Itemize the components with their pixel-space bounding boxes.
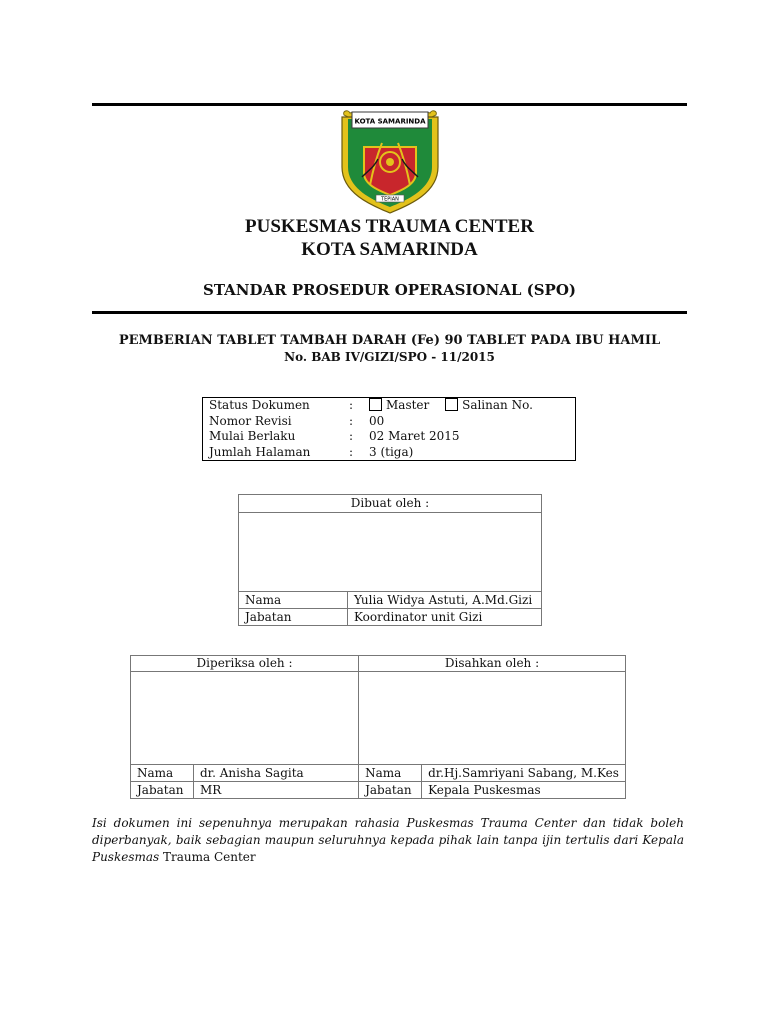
prepared-by-table [238, 494, 542, 626]
prepared-by-signature-area [239, 513, 542, 592]
approved-by-header: Disahkan oleh : [359, 656, 626, 672]
prepared-by-nama-value: Yulia Widya Astuti, A.Md.Gizi [348, 592, 542, 609]
checked-by-nama-value: dr. Anisha Sagita [194, 765, 359, 782]
logo-ribbon-text: TEPIAN [381, 196, 399, 203]
review-approval-table [130, 655, 626, 799]
prepared-by-jabatan-value: Koordinator unit Gizi [348, 609, 542, 626]
status-sep: : [349, 413, 354, 428]
master-label: Master [386, 398, 430, 413]
status-label: Nomor Revisi [209, 413, 292, 428]
disclaimer-text: Isi dokumen ini sepenuhnya merupakan rahasia Puskesmas Trauma Center dan tidak boleh diperbanyak, baik sebagian maupun seluruhnya kepada pihak lain tanpa ijin tertulis dari Kepala Puskesmas [92, 816, 684, 864]
status-row [203, 414, 576, 430]
prepared-by-jabatan-label: Jabatan [239, 609, 348, 626]
org-name-line1: PUSKESMAS TRAUMA CENTER [245, 216, 534, 237]
approved-by-jabatan-value: Kepala Puskesmas [422, 782, 626, 799]
status-row [203, 445, 576, 461]
middle-rule [92, 311, 687, 314]
salinan-label: Salinan No. [462, 398, 533, 413]
prepared-by-header: Dibuat oleh : [239, 495, 542, 513]
approved-by-nama-label: Nama [359, 765, 422, 782]
status-value: 00 [369, 413, 385, 428]
checked-by-header: Diperiksa oleh : [131, 656, 359, 672]
checked-by-nama-label: Nama [131, 765, 194, 782]
approved-by-nama-value: dr.Hj.Samriyani Sabang, M.Kes [422, 765, 626, 782]
checked-by-jabatan-label: Jabatan [131, 782, 194, 799]
status-sep: : [349, 429, 354, 444]
status-table [202, 397, 576, 461]
checked-by-signature-area [131, 672, 359, 765]
salinan-checkbox[interactable] [445, 398, 458, 411]
status-sep: : [349, 444, 354, 459]
status-row [203, 429, 576, 445]
status-row [203, 398, 576, 414]
top-rule [92, 103, 687, 106]
doc-type-heading: STANDAR PROSEDUR OPERASIONAL (SPO) [202, 281, 576, 299]
status-label: Status Dokumen [209, 398, 310, 413]
approved-by-jabatan-label: Jabatan [359, 782, 422, 799]
master-checkbox[interactable] [369, 398, 382, 411]
org-name-line2: KOTA SAMARINDA [301, 239, 478, 260]
status-label: Mulai Berlaku [209, 429, 296, 444]
prepared-by-nama-label: Nama [239, 592, 348, 609]
document-number: No. BAB IV/GIZI/SPO - 11/2015 [284, 350, 495, 364]
status-value: 02 Maret 2015 [369, 429, 460, 444]
approved-by-signature-area [359, 672, 626, 765]
confidentiality-disclaimer [92, 815, 684, 866]
city-emblem-logo [334, 107, 446, 215]
logo-banner-text: KOTA SAMARINDA [354, 117, 426, 126]
document-title: PEMBERIAN TABLET TAMBAH DARAH (Fe) 90 TABLET PADA IBU HAMIL [118, 333, 661, 348]
status-value [363, 398, 576, 414]
status-sep: : [349, 398, 354, 413]
status-label: Jumlah Halaman [209, 444, 311, 459]
disclaimer-tail: Trauma Center [159, 850, 256, 864]
status-value: 3 (tiga) [369, 444, 414, 459]
checked-by-jabatan-value: MR [194, 782, 359, 799]
